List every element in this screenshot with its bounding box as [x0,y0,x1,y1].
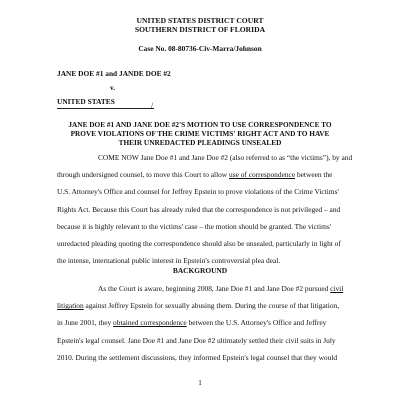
intro-line-1: COME NOW Jane Doe #1 and Jane Doe #2 (also referred to as “the victims”), by and [98,153,353,162]
underlined-phrase: litigation [57,301,84,311]
page-number: 1 [198,378,202,387]
motion-title-line-1: JANE DOE #1 AND JANE DOE #2'S MOTION TO USE CORRESPONDENCE TO [68,120,332,129]
background-line-5: 2010. During the settlement discussions, they informed Epstein's legal counsel that they would [57,352,338,362]
underlined-phrase: civil [330,284,344,293]
court-name: UNITED STATES DISTRICT COURT [136,16,264,25]
background-paragraph [57,280,357,366]
intro-line-4: Rights Act. Because this Court has already ruled that the correspondence is not privileged – and [57,204,341,214]
court-header [0,16,400,34]
intro-line-6: unredacted pleading quoting the correspondence should also be unsealed, particularly in light of [57,239,341,249]
caption-versus: v. [110,83,116,92]
caption-divider [57,108,154,109]
intro-line-7: the intense, international public interest in Epstein's controversial plea deal. [57,256,281,266]
motion-title-line-3: THEIR UNREDACTED PLEADINGS UNSEALED [118,138,282,147]
court-district: SOUTHERN DISTRICT OF FLORIDA [134,25,266,34]
underlined-phrase: obtained correspondence [113,318,187,328]
caption-plaintiffs: JANE DOE #1 and JANDE DOE #2 [57,69,171,78]
motion-title [40,120,360,147]
background-line-4: Epstein's legal counsel. Jane Doe #1 and Jane Doe #2 ultimately settled their civil suits in July [57,335,336,345]
caption-defendant: UNITED STATES [57,97,115,106]
caption-slash: / [151,101,154,110]
case-number: Case No. 08-80736-Civ-Marra/Johnson [138,44,262,53]
background-line-2: litigation against Jeffrey Epstein for sexually abusing them. During the course of that litigation, [57,301,340,311]
motion-title-line-2: PROVE VIOLATIONS OF THE CRIME VICTIMS' RIGHT ACT AND TO HAVE [70,129,330,138]
intro-line-2: through undersigned counsel, to move this Court to allow use of correspondence between the [57,170,333,180]
underlined-phrase: use of correspondence [229,170,296,180]
section-heading-background: BACKGROUND [172,266,228,275]
background-line-1: As the Court is aware, beginning 2008, Jane Doe #1 and Jane Doe #2 pursued civil [98,284,344,293]
background-line-3: in June 2001, they obtained correspondence between the U.S. Attorney's Office and Jeffrey [57,318,327,328]
intro-line-5: because it is highly relevant to the victims' case – the motion should be granted. The victims' [57,221,332,231]
intro-paragraph [57,149,357,269]
intro-line-3: U.S. Attorney's Office and counsel for Jeffrey Epstein to prove violations of the Crime Victims' [57,187,339,197]
